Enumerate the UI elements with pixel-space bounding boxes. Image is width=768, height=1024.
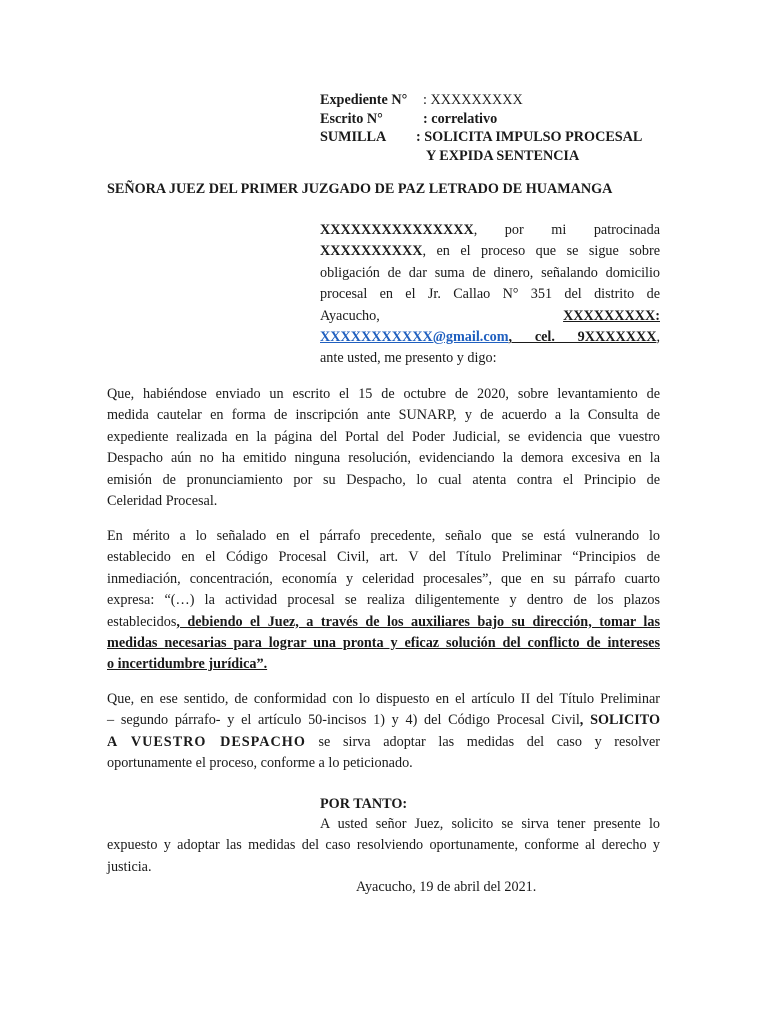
email-link[interactable]: XXXXXXXXXXX@gmail.com — [320, 329, 509, 346]
paragraph-2 — [107, 526, 660, 676]
intro-line-1 — [320, 220, 660, 241]
p3-emphasis: A VUESTRO DESPACHO — [107, 733, 306, 750]
intro-text: Ayacucho, — [320, 307, 380, 324]
intro-block — [320, 220, 660, 370]
intro-text: , por mi patrocinada — [473, 222, 660, 238]
closing-line: justicia. — [107, 858, 152, 875]
p1-line: Celeridad Procesal. — [107, 493, 218, 510]
intro-line-4: procesal en el Jr. Callao N° 351 del distrito de — [320, 286, 660, 303]
closing-text: A usted señor Juez, solicito se sirva tener presente lo — [320, 816, 660, 832]
intro-line-5 — [320, 306, 660, 327]
p3-line: oportunamente el proceso, conforme a lo peticionado. — [107, 755, 413, 772]
closing-line — [107, 814, 660, 835]
p1-line: Que, habiéndose enviado un escrito el 15 de octubre de 2020, sobre levantamiento de — [107, 386, 660, 402]
expediente-value: : XXXXXXXXX — [423, 92, 523, 108]
addressee: SEÑORA JUEZ DEL PRIMER JUZGADO DE PAZ LETRADO DE HUAMANGA — [107, 181, 613, 197]
closing-paragraph — [107, 814, 660, 878]
cel-number: , cel. 9XXXXXXX — [508, 329, 657, 346]
p2-text: establecidos — [107, 613, 177, 630]
por-tanto-heading: POR TANTO: — [320, 796, 408, 812]
sumilla-label: SUMILLA — [320, 129, 387, 145]
p3-text: se sirva adoptar las medidas del caso y resolver — [305, 733, 660, 750]
sumilla-value-2: Y EXPIDA SENTENCIA — [426, 147, 580, 164]
p2-line: expresa: “(…) la actividad procesal se realiza diligentemente y dentro de los plazos — [107, 592, 660, 609]
intro-text: , en el proceso que se sigue sobre — [422, 243, 660, 260]
p2-emphasis: , debiendo el Juez, a través de los auxiliares bajo su dirección, tomar las — [176, 613, 660, 630]
escrito-value: : correlativo — [423, 110, 498, 127]
p2-line — [107, 612, 660, 633]
p3-emphasis: , SOLICITO — [579, 712, 660, 729]
p2-line: o incertidumbre jurídica”. — [107, 656, 268, 673]
patrocinada-name: XXXXXXXXXX — [320, 243, 423, 260]
sumilla-row-2 — [320, 147, 680, 166]
p3-line — [107, 732, 660, 753]
intro-line-6 — [320, 327, 660, 348]
p2-line: medidas necesarias para lograr una pronta y eficaz solución del conflicto de intereses — [107, 635, 660, 652]
escrito-row — [320, 110, 680, 129]
casilla-code: XXXXXXXXX: — [563, 307, 660, 324]
case-header — [320, 91, 680, 165]
paragraph-3 — [107, 689, 660, 775]
intro-line-3: obligación de dar suma de dinero, señalando domicilio — [320, 264, 660, 281]
expediente-label: Expediente N° — [320, 92, 408, 108]
intro-text: , — [656, 329, 660, 346]
p3-text: – segundo párrafo- y el artículo 50-incisos 1) y 4) del Código Procesal Civil — [107, 712, 580, 729]
litigant-name: XXXXXXXXXXXXXXX — [320, 222, 474, 238]
intro-line-7: ante usted, me presento y digo: — [320, 350, 497, 367]
sumilla-value: : SOLICITA IMPULSO PROCESAL — [416, 129, 643, 145]
p2-line: establecido en el Código Procesal Civil, art. V del Título Preliminar “Principios de — [107, 549, 660, 566]
p1-line: expediente realizada en la página del Portal del Poder Judicial, se evidencia que vuestro — [107, 428, 660, 445]
signature-date: Ayacucho, 19 de abril del 2021. — [356, 879, 537, 895]
intro-line-2 — [320, 241, 660, 262]
closing-line: expuesto y adoptar las medidas del caso resolviendo oportunamente, conforme al derecho y — [107, 837, 660, 854]
escrito-label: Escrito N° — [320, 110, 383, 127]
p3-line — [107, 710, 660, 731]
p1-line: medida cautelar en forma de inscripción ante SUNARP, y de acuerdo a la Consulta de — [107, 407, 660, 424]
p1-line: Despacho aún no ha emitido ninguna resolución, evidenciando la demora excesiva en la — [107, 450, 660, 467]
expediente-row — [320, 91, 680, 110]
paragraph-1 — [107, 384, 660, 512]
p2-line: inmediación, concentración, economía y celeridad procesales”, que en su párrafo cuarto — [107, 570, 660, 587]
sumilla-row — [320, 128, 680, 147]
p3-line: Que, en ese sentido, de conformidad con lo dispuesto en el artículo II del Título Preliminar — [107, 691, 660, 707]
p1-line: emisión de pronunciamiento por su Despacho, lo cual atenta contra el Principio de — [107, 471, 660, 488]
p2-line: En mérito a lo señalado en el párrafo precedente, señalo que se está vulnerando lo — [107, 528, 660, 544]
